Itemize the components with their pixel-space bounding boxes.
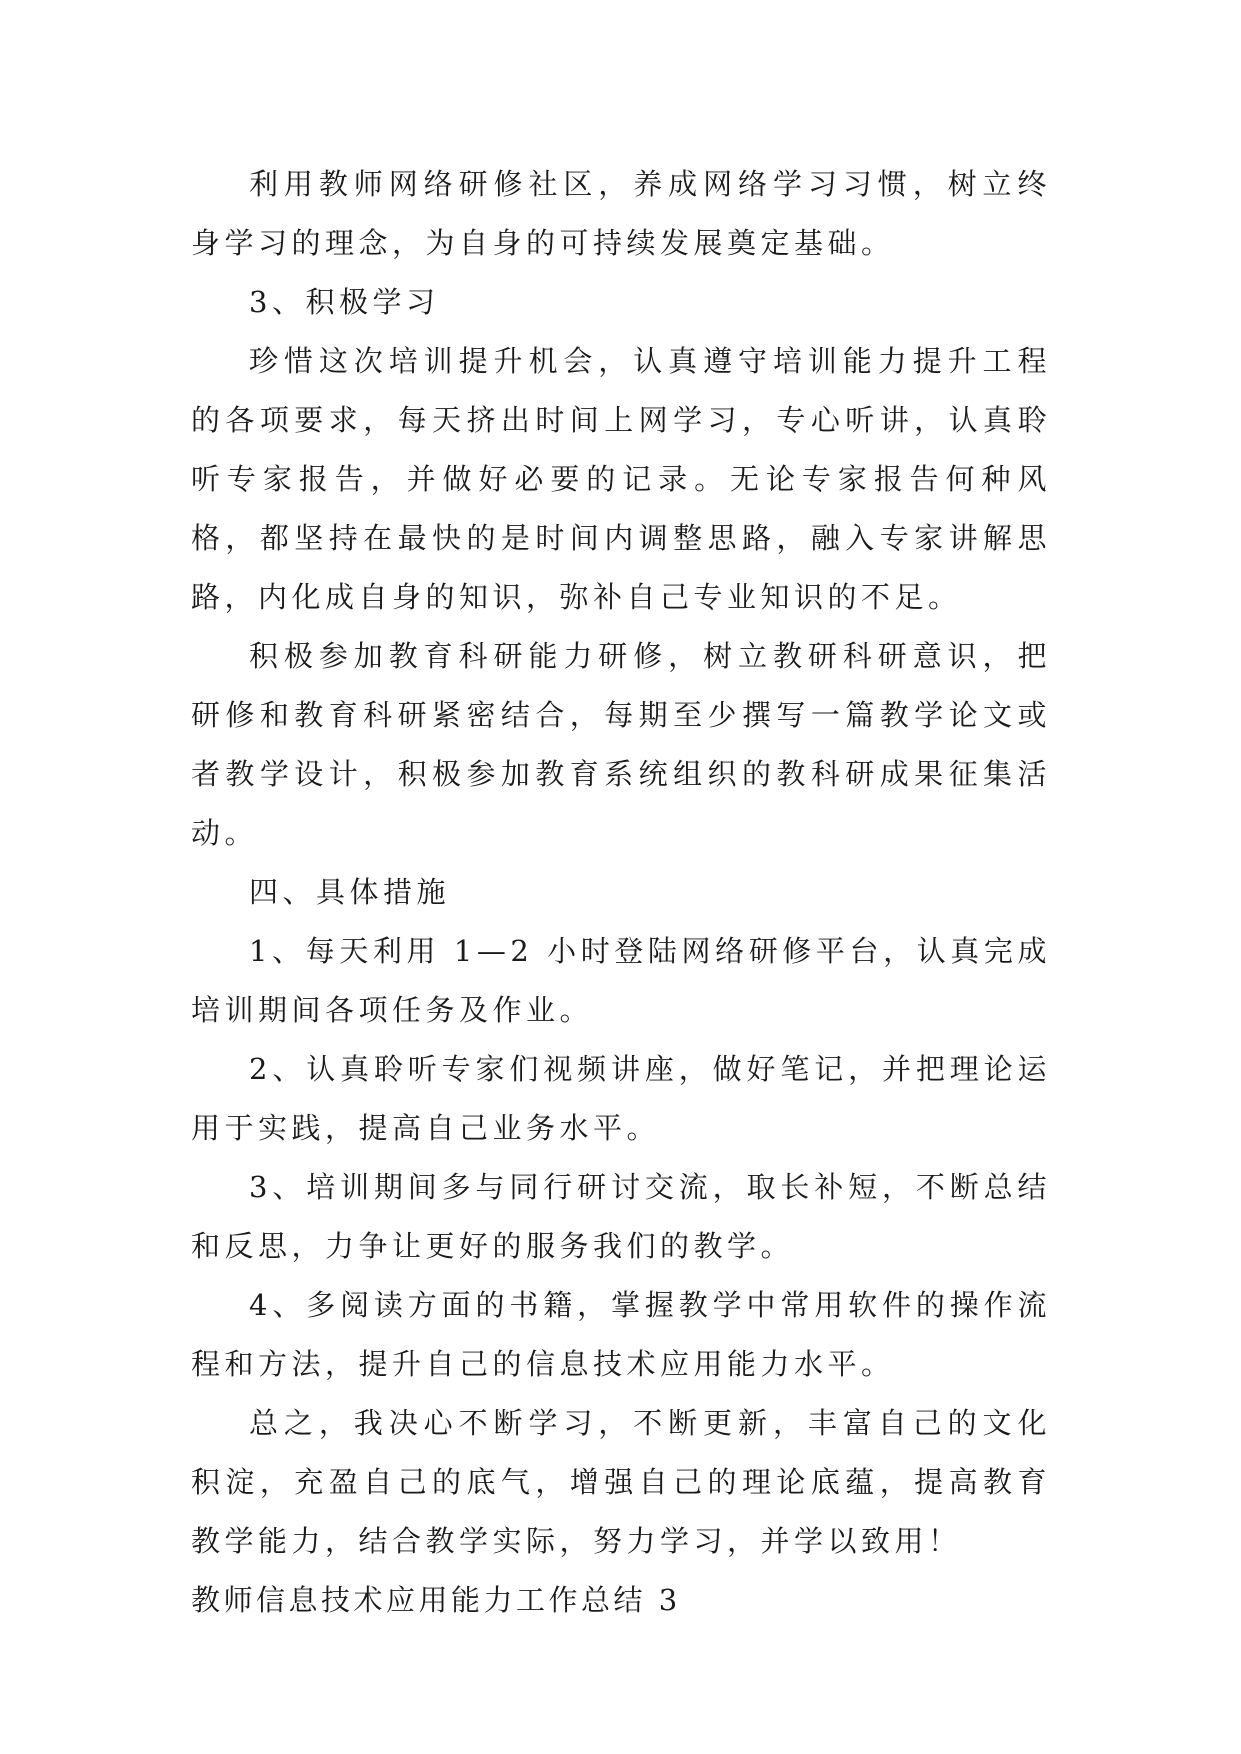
heading-active-learning: 3、积极学习	[249, 285, 440, 319]
paragraph-research: 积极参加教育科研能力研修，树立教研科研意识，把研修和教育科研紧密结合，每期至少撰写一篇教学论文或者教学设计，积极参加教育系统组织的教科研成果征集活动。	[191, 639, 1051, 850]
paragraph-measure-2: 2、认真聆听专家们视频讲座，做好笔记，并把理论运用于实践，提高自己业务水平。	[191, 1052, 1051, 1145]
paragraph-measure-3: 3、培训期间多与同行研讨交流，取长补短，不断总结和反思，力争让更好的服务我们的教学。	[191, 1170, 1051, 1263]
heading-specific-measures: 四、具体措施	[249, 875, 451, 909]
paragraph-community: 利用教师网络研修社区，养成网络学习习惯，树立终身学习的理念，为自身的可持续发展奠定基础。	[191, 167, 1051, 260]
paragraph-conclusion: 总之，我决心不断学习，不断更新，丰富自己的文化积淀，充盈自己的底气，增强自己的理论底蕴，提高教育教学能力，结合教学实际，努力学习，并学以致用！	[191, 1406, 1051, 1558]
paragraph-cherish-training: 珍惜这次培训提升机会，认真遵守培训能力提升工程的各项要求，每天挤出时间上网学习，专心听讲，认真聆听专家报告，并做好必要的记录。无论专家报告何种风格，都坚持在最快的是时间内调整思路，融入专家讲解思路，内化成自身的知识，弥补自己专业知识的不足。	[191, 344, 1051, 614]
paragraph-measure-1: 1、每天利用 1—2 小时登陆网络研修平台，认真完成培训期间各项任务及作业。	[191, 934, 1051, 1027]
next-section-title: 教师信息技术应用能力工作总结 3	[191, 1583, 681, 1617]
document-body	[191, 155, 1051, 1630]
paragraph-measure-4: 4、多阅读方面的书籍，掌握教学中常用软件的操作流程和方法，提升自己的信息技术应用能力水平。	[191, 1288, 1051, 1381]
